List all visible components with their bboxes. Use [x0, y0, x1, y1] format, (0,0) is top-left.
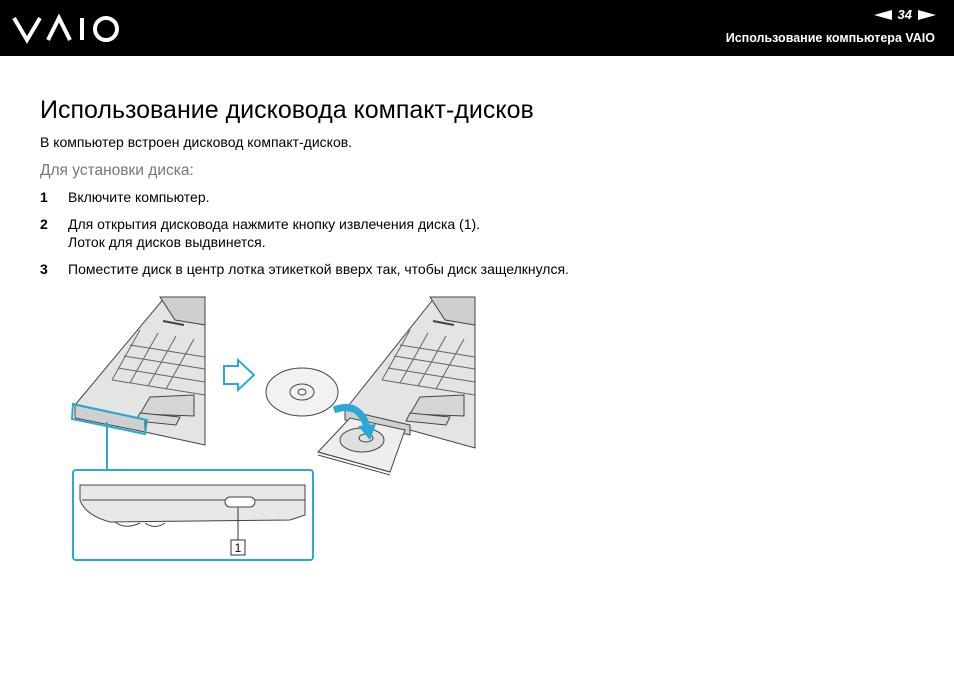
intro-text: В компьютер встроен дисковод компакт-дисков.	[40, 134, 353, 150]
callout-label: 1	[234, 541, 242, 555]
step-text-line: Лоток для дисков выдвинется.	[68, 234, 266, 250]
section-title: Использование компьютера VAIO	[725, 31, 935, 45]
procedure-heading: Для установки диска:	[40, 162, 194, 179]
laptop-right-drawing	[318, 297, 475, 475]
step-number: 3	[40, 261, 48, 277]
step-text-line: Для открытия дисковода нажмите кнопку извлечения диска (1).	[68, 216, 481, 232]
page-title: Использование дисковода компакт-дисков	[40, 96, 534, 124]
cd-disc-drawing	[266, 368, 338, 416]
page-number: 34	[897, 7, 912, 22]
step-text-line: Поместите диск в центр лотка этикеткой вверх так, чтобы диск защелкнулся.	[68, 261, 569, 277]
step-text-line: Включите компьютер.	[68, 189, 210, 205]
drive-front-drawing	[80, 485, 305, 527]
direction-arrow-icon	[224, 360, 254, 390]
step-number: 2	[40, 216, 48, 232]
step-number: 1	[40, 189, 48, 205]
